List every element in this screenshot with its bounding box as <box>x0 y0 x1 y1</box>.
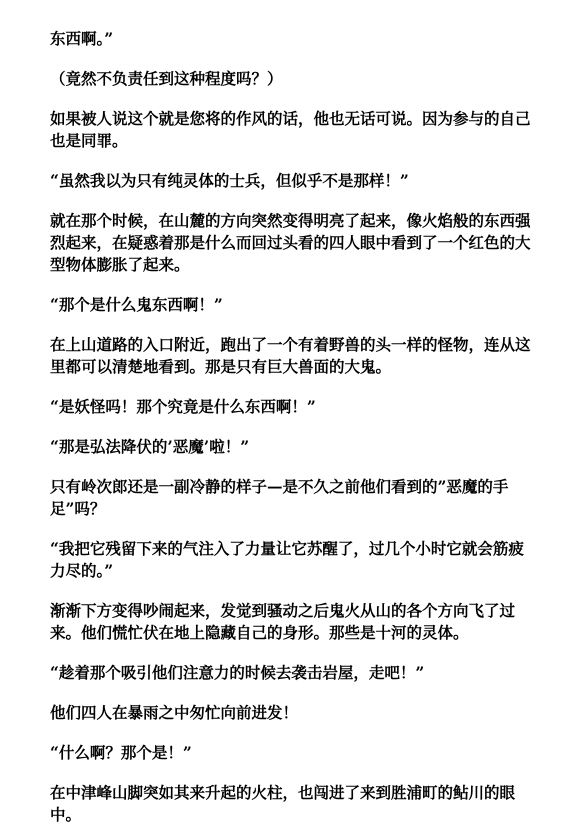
paragraph: 在中津峰山脚突如其来升起的火柱，也闯进了来到胜浦町的鲇川的眼中。 <box>50 783 516 824</box>
paragraph: 渐渐下方变得吵闹起来，发觉到骚动之后鬼火从山的各个方向飞了过来。他们慌忙伏在地上隐藏自己的身形。那些是十河的灵体。 <box>50 601 516 642</box>
paragraph: 东西啊。” <box>50 29 114 48</box>
paragraph: 他们四人在暴雨之中匆忙向前进发！ <box>50 703 299 722</box>
paragraph: “那是弘法降伏的’恶魔’啦！” <box>50 437 250 456</box>
paragraph: “我把它残留下来的气注入了力量让它苏醒了，过几个小时它就会筋疲力尽的。” <box>50 539 524 580</box>
paragraph: “那个是什么鬼东西啊！” <box>50 295 223 314</box>
paragraph: （竟然不负责任到这种程度吗？） <box>50 69 283 88</box>
paragraph: “是妖怪吗！那个究竟是什么东西啊！” <box>50 397 316 416</box>
paragraph: 只有岭次郎还是一副冷静的样子—是不久之前他们看到的”恶魔的手足”吗？ <box>50 477 509 518</box>
paragraph: “什么啊？那个是！” <box>50 743 192 762</box>
paragraph: “趁着那个吸引他们注意力的时候去袭击岩屋，走吧！” <box>50 663 425 682</box>
paragraph: 如果被人说这个就是您将的作风的话，他也无话可说。因为参与的自己也是同罪。 <box>50 109 531 150</box>
paragraph: “虽然我以为只有纯灵体的士兵，但似乎不是那样！” <box>50 171 409 190</box>
paragraph: 就在那个时候，在山麓的方向突然变得明亮了起来，像火焰般的东西强烈起来，在疑惑着那是什么而回过头看的四人眼中看到了一个红色的大型物体膨胀了起来。 <box>50 211 531 274</box>
paragraph: 在上山道路的入口附近，跑出了一个有着野兽的头一样的怪物，连从这里都可以清楚地看到。那是只有巨大兽面的大鬼。 <box>50 335 531 376</box>
